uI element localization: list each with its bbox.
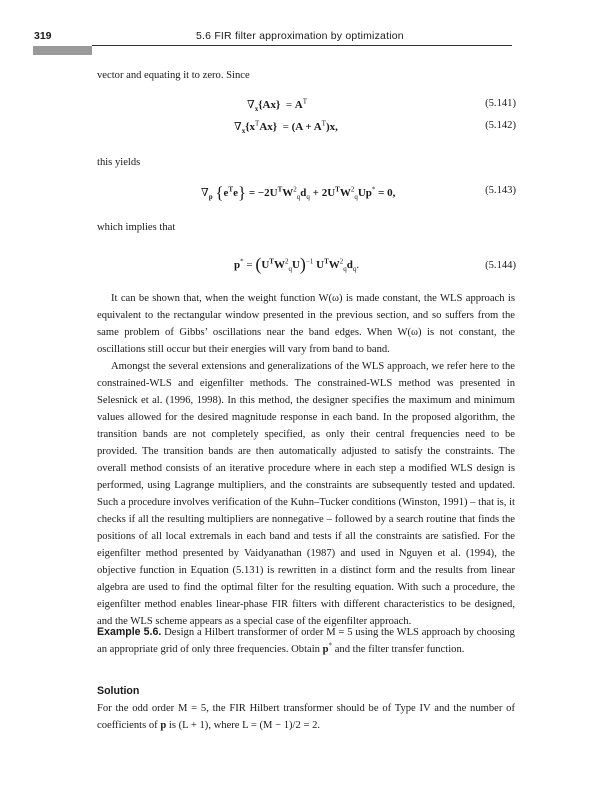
example-text-2: and the filter transfer function.	[334, 644, 465, 655]
solution-p-symbol: p	[160, 720, 167, 731]
solution-text-2: is (L + 1), where L = (M − 1)/2 = 2.	[168, 720, 321, 731]
header-rule	[92, 45, 512, 46]
equation-5-141: $\nabla_x\{Ax\} = A^T$	[247, 97, 308, 114]
example-5-6: Example 5.6. Design a Hilbert transformer of order M = 5 using the WLS approach by choosing an appropriate grid of only three frequencies. Obtain p* and the filter transfer function.	[97, 626, 515, 655]
example-label: Example 5.6.	[97, 626, 162, 638]
body-text	[97, 290, 515, 630]
equation-number-5-141: (5.141)	[485, 98, 516, 109]
equation-5-143: $\nabla_p$ $\{e^Te\} = -2U^TW^2_qd_q + 2U^TW^2_qUp^* = 0$,	[201, 183, 396, 202]
equation-number-5-143: (5.143)	[485, 185, 516, 196]
equation-5-142: $\nabla_x\{x^TAx\} = (A + A^T)x$,	[234, 119, 338, 136]
equation-number-5-144: (5.144)	[485, 260, 516, 271]
example-p-symbol: p	[322, 644, 329, 655]
equation-5-144: $p^* = (U^TW^2_qU)^{-1}$ $U^TW^2_qd_q$.	[234, 254, 360, 274]
header-tab-bar	[33, 46, 92, 55]
solution-block	[97, 683, 515, 734]
page-number: 319	[34, 30, 52, 42]
implies-line: which implies that	[97, 222, 176, 233]
example-text-1: Design a Hilbert transformer of order M = 5 using the WLS approach by choosing an appropriate grid of only three frequencies. Obtain	[97, 627, 515, 655]
running-head-title: 5.6 FIR filter approximation by optimization	[196, 30, 404, 42]
paragraph-wls-window: It can be shown that, when the weight function W(ω) is made constant, the WLS approach is equivalent to the rectangular window presented in the previous section, and so suffers from the same problem of Gibbs’ oscillations near the band edges. When W(ω) is not constant, the oscillations still occur but their energies will vary from band to band.	[97, 293, 515, 355]
this-yields-line: this yields	[97, 157, 141, 168]
equation-number-5-142: (5.142)	[485, 120, 516, 131]
intro-line: vector and equating it to zero. Since	[97, 70, 250, 81]
solution-heading: Solution	[97, 685, 140, 697]
paragraph-constrained-wls: Amongst the several extensions and generalizations of the WLS approach, we refer here to the constrained-WLS and eigenfilter methods. The constrained-WLS method was presented in Selesnick et al. (1996, 1998). In this method, the designer specifies the maximum and minimum values allowed for the desired magnitude response in each band. In the proposed algorithm, the transition bands are not completely specified, as only their central frequencies need to be provided. The transition bands are then automatically adjusted to satisfy the constraints. The overall method consists of an iterative procedure where in each step a modified WLS design is performed, using Lagrange multipliers, and the constraints are subsequently tested and updated. Such a procedure involves verification of the Kuhn–Tucker conditions (Winston, 1991) – that is, it checks if all the resulting multipliers are nonnegative – followed by a search routine that finds the positions of all local extremals in each band and tests if all the constraints are satisfied. For the eigenfilter method presented by Vaidyanathan (1987) and used in Nguyen et al. (1994), the objective function in Equation (5.131) is rewritten in a distinct form and the results from linear algebra are used to find the optimal filter for the resulting equation. With such a procedure, the eigenfilter method enables linear-phase FIR filters with different characteristics to be designed, and the WLS scheme appears as a special case of the eigenfilter approach.	[97, 361, 515, 627]
solution-text-1: For the odd order M = 5, the FIR Hilbert transformer should be of Type IV and the number of coefficients of	[97, 703, 515, 731]
